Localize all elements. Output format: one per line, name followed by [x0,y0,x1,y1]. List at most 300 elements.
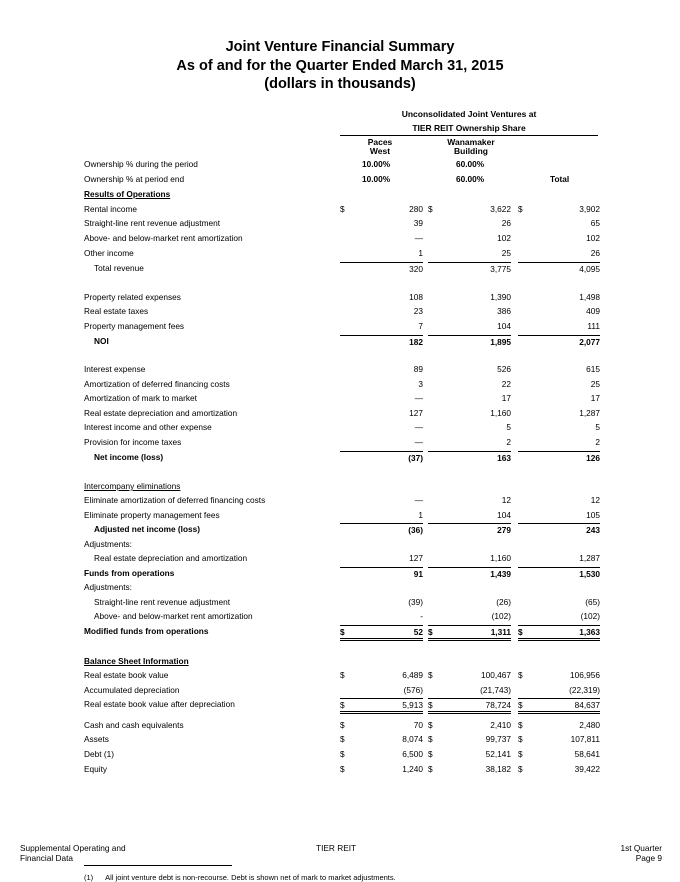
cell-total [518,610,600,622]
row-label: Eliminate amortization of deferred financing costs [84,495,266,505]
cell-value: 106,956 [570,670,600,680]
cell-paces-west [340,748,423,760]
cell-value: (102) [491,611,511,621]
cell-value: 526 [497,364,511,374]
cell-value: 111 [587,321,600,331]
cell-value: 39,422 [574,764,600,774]
footer-right-line2: Page 9 [635,853,662,863]
cell-wanamaker [428,363,511,375]
row-label: Amortization of mark to market [84,393,197,403]
cell-total [518,203,600,215]
page-subtitle: As of and for the Quarter Ended March 31, 2015 [176,58,504,74]
cell-paces-west [340,567,423,580]
footer-center: TIER REIT [316,843,357,853]
row-label: Other income [84,248,134,258]
cell-value: 78,724 [485,700,511,710]
cell-value: (576) [403,685,423,695]
cell-value: (26) [496,597,511,607]
cell-value: 409 [586,306,600,316]
cell-paces-west [340,392,423,404]
cell-paces-west [340,378,423,390]
cell-wanamaker [428,392,511,404]
cell-value: 6,489 [402,670,423,680]
cell-value: (39) [408,597,423,607]
table-row [84,625,600,637]
table-row [84,436,600,448]
cell-total [518,451,600,464]
cell-value: 39 [413,218,423,228]
cell-total [518,596,600,608]
column-header-paces-line2: West [369,146,391,156]
footnote-divider [84,865,232,866]
row-label: Accumulated depreciation [84,685,180,695]
dollar-sign: $ [518,627,523,637]
table-row [84,392,600,404]
table-row [84,291,600,303]
cell-value: 182 [409,337,423,347]
cell-value: 3 [418,379,423,389]
cell-value: 3,775 [490,264,511,274]
table-row [84,610,600,622]
cell-total [518,625,600,641]
cell-value: 99,737 [485,734,511,744]
cell-total [518,407,600,419]
ownership-end-paces: 10.00% [362,174,391,184]
cell-value: 4,095 [579,264,600,274]
cell-wanamaker [428,748,511,760]
cell-value: 1,895 [490,337,511,347]
cell-value: (65) [585,597,600,607]
cell-total [518,421,600,433]
cell-total [518,567,600,580]
row-label: Straight-line rent revenue adjustment [84,218,221,228]
row-label: Eliminate property management fees [84,510,220,520]
dollar-sign: $ [518,764,523,774]
cell-value: 84,637 [574,700,600,710]
dollar-sign: $ [428,670,433,680]
cell-value: 2 [506,437,511,447]
cell-total [518,552,600,564]
table-row [84,596,600,608]
ownership-end-wanamaker: 60.00% [456,174,485,184]
cell-value: 243 [586,525,600,535]
row-label: Real estate taxes [84,306,149,316]
cell-paces-west [340,698,423,714]
cell-paces-west [340,363,423,375]
table-row [84,684,600,696]
dollar-sign: $ [340,204,345,214]
dollar-sign: $ [340,720,345,730]
dollar-sign: $ [340,700,345,710]
column-header-wanamaker [436,138,506,156]
cell-wanamaker [428,451,511,464]
cell-value: 108 [409,292,423,302]
cell-paces-west [340,610,423,622]
cell-total [518,509,600,521]
ownership-end-row [84,173,600,185]
cell-total [518,392,600,404]
cell-value: 1,160 [490,408,511,418]
row-label: Cash and cash equivalents [84,720,184,730]
cell-total [518,320,600,332]
cell-total [518,748,600,760]
cell-paces-west [340,523,423,536]
cell-value: (102) [580,611,600,621]
cell-total [518,305,600,317]
table-row [84,719,600,731]
cell-value: 8,074 [402,734,423,744]
row-label: Equity [84,764,108,774]
cell-total [518,363,600,375]
cell-total [518,291,600,303]
cell-paces-west [340,763,423,775]
dollar-sign: $ [340,670,345,680]
cell-wanamaker [428,203,511,215]
cell-total [518,378,600,390]
cell-value: 2,480 [579,720,600,730]
cell-value: 100,467 [481,670,511,680]
row-label: Debt (1) [84,749,114,759]
cell-total [518,436,600,448]
row-label: Funds from operations [84,568,175,578]
cell-value: 102 [497,233,511,243]
cell-value: 5 [506,422,511,432]
dollar-sign: $ [428,734,433,744]
cell-wanamaker [428,719,511,731]
table-row [84,232,600,244]
cell-paces-west [340,217,423,229]
cell-paces-west [340,596,423,608]
cell-total [518,262,600,275]
cell-value: 279 [497,525,511,535]
dollar-sign: $ [340,734,345,744]
cell-value: 104 [497,321,511,331]
ownership-end-label: Ownership % at period end [84,174,185,184]
cell-wanamaker [428,625,511,641]
table-row [84,748,600,760]
cell-value: 5,913 [402,700,423,710]
dollar-sign: $ [340,764,345,774]
page-title: Joint Venture Financial Summary [225,39,455,55]
cell-value: 1 [418,248,423,258]
cell-total [518,217,600,229]
table-row [84,655,600,667]
row-label: Assets [84,734,109,744]
cell-value: 5 [595,422,600,432]
row-label: Property management fees [84,321,185,331]
row-label: Real estate book value after depreciation [84,699,235,709]
dollar-sign: $ [428,764,433,774]
dollar-sign: $ [428,700,433,710]
row-label: Amortization of deferred financing costs [84,379,230,389]
cell-paces-west [340,335,423,348]
table-row [84,480,600,492]
page-units: (dollars in thousands) [264,76,416,92]
cell-wanamaker [428,378,511,390]
table-row [84,494,600,506]
cell-value: 2,077 [579,337,600,347]
table-row [84,335,600,347]
column-header-total: Total [550,174,570,184]
cell-value: 7 [418,321,423,331]
row-label: NOI [94,336,109,346]
cell-value: (22,319) [569,685,600,695]
cell-value: — [414,422,423,432]
table-row [84,363,600,375]
cell-value: 52 [413,627,423,637]
footer-left [20,843,126,863]
cell-value: - [420,611,423,621]
dollar-sign: $ [340,749,345,759]
cell-total [518,335,600,348]
table-row [84,552,600,564]
ownership-during-row [84,158,600,170]
cell-value: (36) [408,525,423,535]
cell-wanamaker [428,763,511,775]
cell-total [518,763,600,775]
cell-wanamaker [428,232,511,244]
cell-value: 3,622 [490,204,511,214]
cell-wanamaker [428,552,511,564]
cell-value: 22 [501,379,511,389]
row-label: Provision for income taxes [84,437,182,447]
cell-value: 127 [409,553,423,563]
cell-wanamaker [428,291,511,303]
table-row [84,188,600,200]
cell-value: 70 [413,720,423,730]
cell-value: 1,363 [579,627,600,637]
cell-value: — [414,437,423,447]
cell-value: 1,530 [579,569,600,579]
dollar-sign: $ [518,204,523,214]
cell-paces-west [340,291,423,303]
footer-right-line1: 1st Quarter [620,843,662,853]
cell-value: 127 [409,408,423,418]
cell-value: 1,287 [579,553,600,563]
cell-value: 126 [586,453,600,463]
cell-paces-west [340,494,423,506]
cell-wanamaker [428,610,511,622]
cell-paces-west [340,203,423,215]
table-row [84,567,600,579]
cell-wanamaker [428,684,511,696]
cell-value: 105 [586,510,600,520]
cell-paces-west [340,684,423,696]
row-label: Interest income and other expense [84,422,212,432]
table-row [84,378,600,390]
row-label: Rental income [84,204,138,214]
cell-paces-west [340,320,423,332]
cell-value: 26 [590,248,600,258]
row-label: Interest expense [84,364,146,374]
cell-value: — [414,233,423,243]
row-label: Balance Sheet Information [84,656,189,666]
cell-wanamaker [428,494,511,506]
dollar-sign: $ [428,720,433,730]
table-row [84,217,600,229]
cell-total [518,523,600,536]
cell-value: 1,498 [579,292,600,302]
cell-wanamaker [428,320,511,332]
cell-paces-west [340,669,423,681]
cell-value: 6,500 [402,749,423,759]
table-row [84,247,600,259]
cell-paces-west [340,552,423,564]
dollar-sign: $ [340,627,345,637]
row-label: Modified funds from operations [84,626,209,636]
cell-total [518,733,600,745]
row-label: Total revenue [94,263,144,273]
cell-paces-west [340,451,423,464]
cell-value: 1,240 [402,764,423,774]
row-label: Real estate depreciation and amortization [94,553,248,563]
cell-value: 12 [590,495,600,505]
cell-value: 1 [418,510,423,520]
cell-value: 58,641 [574,749,600,759]
footer-left-line2: Financial Data [20,853,74,863]
cell-wanamaker [428,407,511,419]
row-label: Adjustments: [84,582,132,592]
cell-wanamaker [428,509,511,521]
cell-wanamaker [428,436,511,448]
row-label: Adjusted net income (loss) [94,524,201,534]
group-header-line2: TIER REIT Ownership Share [340,123,598,136]
dollar-sign: $ [428,204,433,214]
cell-paces-west [340,232,423,244]
row-label: Property related expenses [84,292,181,302]
cell-value: 65 [590,218,600,228]
footnote [84,873,396,882]
dollar-sign: $ [518,720,523,730]
cell-wanamaker [428,262,511,275]
row-label: Above- and below-market rent amortization [94,611,253,621]
cell-value: 91 [413,569,423,579]
column-header-wanamaker-line1: Wanamaker [447,137,495,147]
cell-value: 107,811 [570,734,600,744]
dollar-sign: $ [518,670,523,680]
dollar-sign: $ [428,749,433,759]
ownership-during-paces: 10.00% [362,159,391,169]
column-header-paces-line1: Paces [367,137,393,147]
cell-paces-west [340,719,423,731]
cell-paces-west [340,509,423,521]
table-row [84,451,600,463]
cell-wanamaker [428,523,511,536]
cell-total [518,669,600,681]
table-row [84,421,600,433]
row-label: Intercompany eliminations [84,481,181,491]
cell-wanamaker [428,421,511,433]
cell-paces-west [340,421,423,433]
footnote-marker: (1) [84,873,94,882]
cell-value: 23 [413,306,423,316]
cell-paces-west [340,247,423,259]
cell-value: 1,160 [490,553,511,563]
table-row [84,305,600,317]
table-row [84,733,600,745]
cell-value: 386 [497,306,511,316]
row-label: Above- and below-market rent amortization [84,233,243,243]
cell-total [518,698,600,714]
row-label: Real estate book value [84,670,169,680]
cell-wanamaker [428,335,511,348]
cell-value: 280 [409,204,423,214]
table-row [84,763,600,775]
table-row [84,320,600,332]
cell-value: (37) [408,453,423,463]
cell-paces-west [340,625,423,641]
cell-value: 2,410 [490,720,511,730]
cell-value: 17 [590,393,600,403]
cell-total [518,684,600,696]
cell-wanamaker [428,733,511,745]
cell-value: 17 [501,393,511,403]
cell-value: — [414,495,423,505]
table-row [84,262,600,274]
cell-value: 3,902 [579,204,600,214]
cell-value: 12 [501,495,511,505]
table-row [84,509,600,521]
table-row [84,407,600,419]
row-label: Net income (loss) [94,452,164,462]
cell-total [518,494,600,506]
footnote-text: All joint venture debt is non-recourse. Debt is shown net of mark to market adjustments. [105,873,396,882]
ownership-during-label: Ownership % during the period [84,159,198,169]
row-label: Results of Operations [84,189,171,199]
group-header-line1: Unconsolidated Joint Ventures at [401,109,537,119]
cell-paces-west [340,262,423,275]
cell-value: 1,287 [579,408,600,418]
cell-value: 1,311 [490,627,511,637]
table-row [84,581,600,593]
cell-value: 52,141 [485,749,511,759]
cell-wanamaker [428,247,511,259]
cell-wanamaker [428,217,511,229]
dollar-sign: $ [518,749,523,759]
cell-total [518,247,600,259]
cell-paces-west [340,305,423,317]
cell-wanamaker [428,567,511,580]
cell-value: 26 [501,218,511,228]
cell-value: 1,439 [490,569,511,579]
column-header-paces-west [352,138,408,156]
cell-value: 163 [497,453,511,463]
footer-right [620,843,662,863]
cell-value: — [414,393,423,403]
cell-total [518,232,600,244]
cell-value: 89 [413,364,423,374]
cell-wanamaker [428,698,511,714]
row-label: Real estate depreciation and amortization [84,408,238,418]
cell-value: 1,390 [490,292,511,302]
cell-value: 320 [409,264,423,274]
cell-paces-west [340,436,423,448]
cell-value: 38,182 [485,764,511,774]
cell-value: 104 [497,510,511,520]
cell-value: 25 [590,379,600,389]
footer-left-line1: Supplemental Operating and [20,843,126,853]
table-row [84,523,600,535]
cell-value: 615 [586,364,600,374]
cell-value: 102 [586,233,600,243]
cell-wanamaker [428,669,511,681]
cell-value: 25 [501,248,511,258]
table-row [84,669,600,681]
cell-value: 2 [595,437,600,447]
cell-total [518,719,600,731]
cell-wanamaker [428,305,511,317]
row-label: Straight-line rent revenue adjustment [94,597,231,607]
